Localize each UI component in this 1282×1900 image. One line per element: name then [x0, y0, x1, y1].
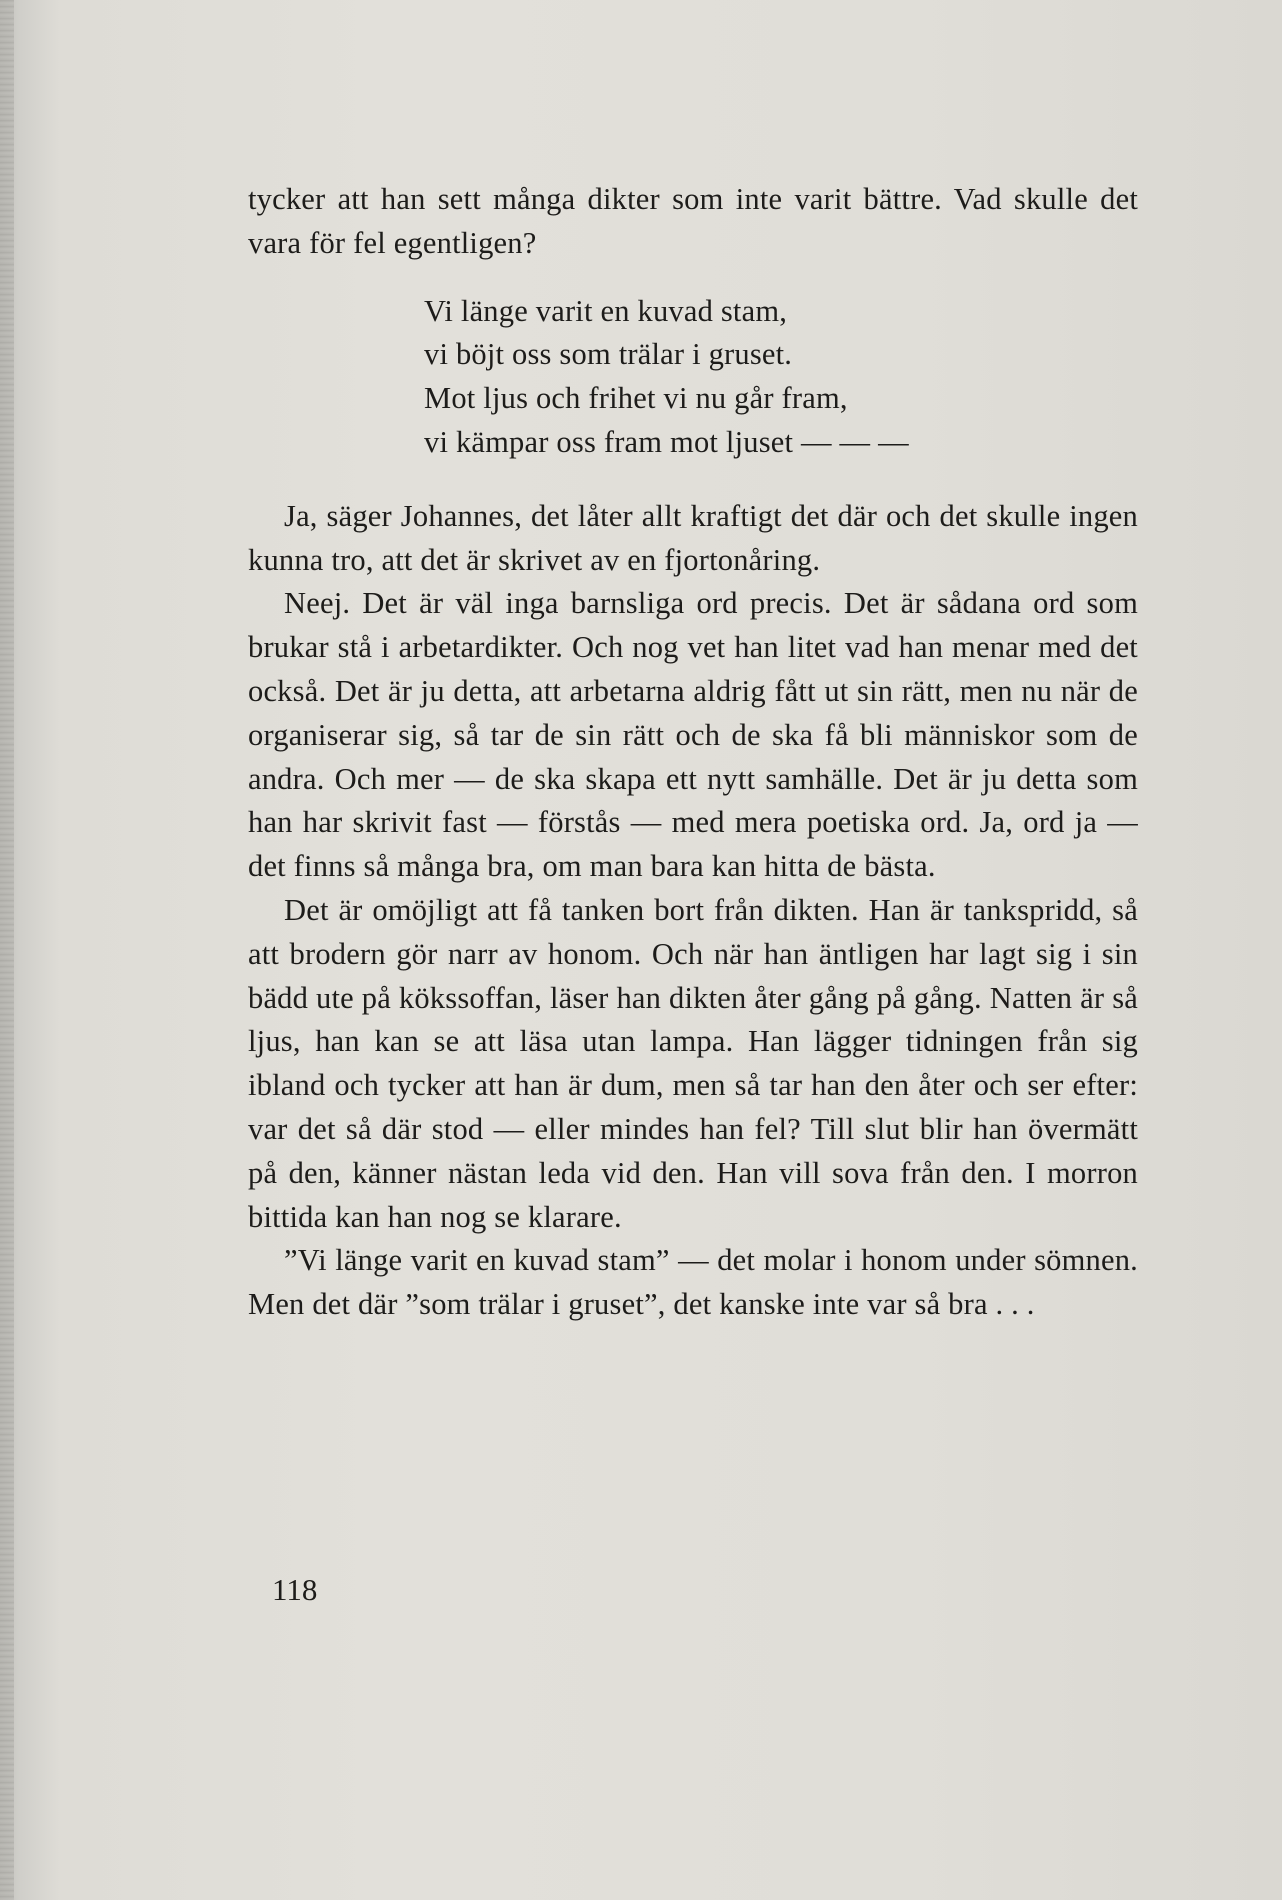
- verse-line-1: Vi länge varit en kuvad stam,: [424, 293, 788, 328]
- page-number: 118: [272, 1572, 318, 1607]
- paragraph-1: Ja, säger Johannes, det låter allt kraftigt det där och det skulle ingen kunna tro, att det är skrivet av en fjortonåring.: [248, 498, 1138, 577]
- verse-line-2: vi böjt oss som trälar i gruset.: [424, 337, 793, 372]
- opening-paragraph: tycker att han sett många dikter som inte varit bättre. Vad skulle det vara för fel egentligen?: [248, 182, 1138, 260]
- page-text-block: [248, 178, 1138, 1327]
- poem-verse: [424, 290, 1138, 465]
- paragraph-3: Det är omöjligt att få tanken bort från dikten. Han är tankspridd, så att brodern gör narr av honom. Och när han äntligen har lagt sig i sin bädd ute på kökssoffan, läser han dikten åter gång på gång. Natten är så ljus, han kan se att läsa utan lampa. Han lägger tidningen från sig ibland och tycker att han är dum, men så tar han den åter och ser efter: var det så där stod — eller mindes han fel? Till slut blir han övermätt på den, känner nästan leda vid den. Han vill sova från den. I morron bittida kan han nog se klarare.: [248, 892, 1138, 1234]
- verse-line-4: vi kämpar oss fram mot ljuset — — —: [424, 424, 909, 459]
- paragraph-4: ”Vi länge varit en kuvad stam” — det molar i honom under sömnen. Men det där ”som trälar i gruset”, det kanske inte var så bra . . .: [248, 1243, 1138, 1322]
- page-binding-edge: [0, 0, 14, 1900]
- verse-line-3: Mot ljus och frihet vi nu går fram,: [424, 381, 848, 416]
- paragraph-2: Neej. Det är väl inga barnsliga ord precis. Det är sådana ord som brukar stå i arbetardikter. Och nog vet han litet vad han menar med det också. Det är ju detta, att arbetarna aldrig fått ut sin rätt, men nu när de organiserar sig, så tar de sin rätt och de ska få bli människor som de andra. Och mer — de ska skapa ett nytt samhälle. Det är ju detta som han har skrivit fast — förstås — med mera poetiska ord. Ja, ord ja — det finns så många bra, om man bara kan hitta de bästa.: [248, 586, 1138, 884]
